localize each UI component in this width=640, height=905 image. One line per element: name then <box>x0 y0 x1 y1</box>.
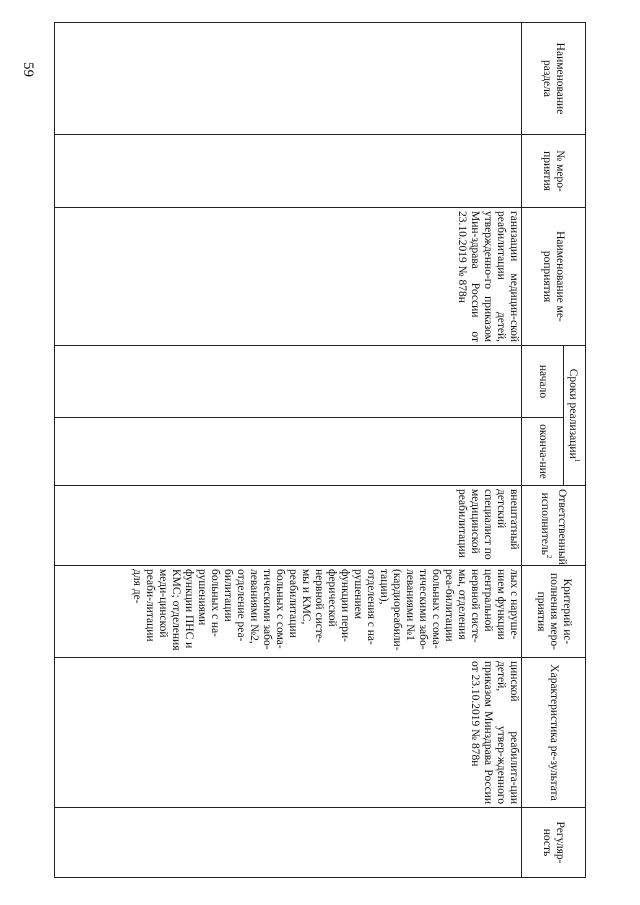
header-terms: Сроки реализации$^1$ <box>564 346 586 486</box>
header-event-name: Наименование ме-роприятия <box>522 208 586 346</box>
events-table <box>54 22 586 878</box>
cell-event-name: ганизации медицин-ской реабилитации детей, утвержденно-го приказом Мин-здрава России от 23.10.2019 № 878н <box>55 208 522 346</box>
cell-section-name <box>55 23 522 135</box>
header-criterion: Критерий ис-полнения меро-приятия <box>522 566 586 658</box>
header-result: Характеристика ре-зультата <box>522 658 586 808</box>
rotated-table-container <box>54 22 586 877</box>
cell-event-no <box>55 135 522 208</box>
page-number: 59 <box>20 62 36 77</box>
header-start: начало <box>522 346 564 418</box>
header-end: оконча-ние <box>522 418 564 486</box>
header-responsible: Ответственный исполнитель$^2$ <box>522 486 586 566</box>
header-section-name: Наименование раздела <box>522 23 586 135</box>
cell-start <box>55 346 522 418</box>
cell-result: цинской реабилита-ции детей, утвер-жденного приказом Минздрава России от 23.10.2019 № 878н <box>55 658 522 808</box>
header-event-no: № меро-приятия <box>522 135 586 208</box>
cell-criterion: лых с наруше-нием функции центральной нервной систе-мы, отделения реа-билитации больных с сома-тическими забо-леваниями №1 (кардиореабили-тации), отделения с на-рушением функции пери-ферической нервной систе-мы и КМС, реабилитации больных с сома-тическими забо-леваниями №2, отделение реа-билитации больных с на-рушениями функции ПНС и КМС; отделения меди-цинской реаби-литации для де- <box>55 566 522 658</box>
table-row <box>55 23 522 878</box>
header-regularity: Регуляр-ность <box>522 808 586 878</box>
cell-regularity <box>55 808 522 878</box>
cell-end <box>55 418 522 486</box>
cell-responsible: внештатный детский специалист по медицинской реабилитации <box>55 486 522 566</box>
